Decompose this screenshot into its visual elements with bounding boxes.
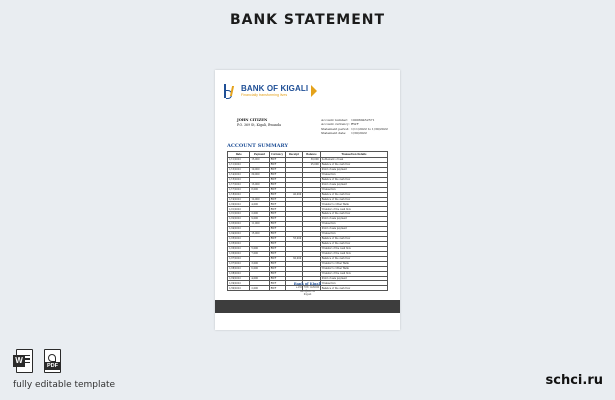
table-cell: 1/24/2022: [228, 232, 250, 237]
table-cell: Balance of the cash flow: [320, 177, 387, 182]
table-cell: 1/11/2022: [228, 158, 250, 163]
table-cell: Transaction: [320, 187, 387, 192]
account-detail-row: [321, 131, 388, 135]
transactions-body: [228, 158, 388, 291]
table-cell: 30,000: [303, 158, 321, 163]
table-cell: RWF: [269, 251, 285, 256]
table-cell: RWF: [269, 237, 285, 242]
table-cell: 15,000: [250, 158, 269, 163]
chevron-right-icon: [311, 85, 317, 97]
table-cell: Balance of the cash flow: [320, 212, 387, 217]
account-detail-label: Account currency:: [321, 122, 350, 127]
account-detail-value: RWF: [351, 122, 359, 127]
column-header: Currency: [269, 152, 285, 158]
table-cell: 55,000: [285, 237, 303, 242]
table-cell: RWF: [269, 158, 285, 163]
table-cell: RWF: [269, 256, 285, 261]
table-cell: RWF: [269, 222, 285, 227]
account-details: [321, 118, 388, 136]
table-cell: 8,000: [250, 187, 269, 192]
table-cell: RWF: [269, 246, 285, 251]
table-cell: Balance of the cash flow: [320, 162, 387, 167]
table-cell: 4,000: [250, 202, 269, 207]
table-cell: Point of sale payment: [320, 276, 387, 281]
table-cell: RWF: [269, 167, 285, 172]
column-header: Balance: [303, 152, 321, 158]
table-cell: 1/25/2022: [228, 241, 250, 246]
table-cell: 60,000: [285, 256, 303, 261]
table-cell: 1/30/2022: [228, 286, 250, 291]
table-cell: 1/17/2022: [228, 187, 250, 192]
word-badge: W: [13, 355, 25, 367]
table-cell: 1/18/2022: [228, 192, 250, 197]
table-cell: 1/21/2022: [228, 212, 250, 217]
transactions-table: [227, 151, 388, 291]
table-cell: 5,000: [250, 246, 269, 251]
table-cell: 1/19/2022: [228, 197, 250, 202]
table-cell: 1/28/2022: [228, 271, 250, 276]
table-cell: RWF: [269, 286, 285, 291]
statement-footer: [215, 282, 400, 297]
table-cell: 12,000: [250, 197, 269, 202]
column-header: Transaction Details: [320, 152, 387, 158]
account-detail-value: 1/11/2022 to 1/30/2022: [351, 126, 388, 131]
table-cell: Transfer of the cash flow: [320, 271, 387, 276]
table-cell: Balance of the cash flow: [320, 192, 387, 197]
account-detail-label: Statement date:: [321, 131, 347, 136]
page-title: BANK STATEMENT: [229, 12, 386, 28]
table-cell: RWF: [269, 227, 285, 232]
table-cell: 13,000: [250, 182, 269, 187]
table-cell: 1/26/2022: [228, 251, 250, 256]
table-cell: 40,000: [285, 192, 303, 197]
table-cell: 9,000: [250, 217, 269, 222]
table-cell: RWF: [269, 276, 285, 281]
table-cell: 1/11/2022: [228, 162, 250, 167]
table-cell: Point of sale payment: [320, 182, 387, 187]
bk-logo-icon: [223, 83, 238, 99]
table-cell: Point of sale payment: [320, 217, 387, 222]
table-cell: RWF: [269, 177, 285, 182]
table-cell: 11,000: [250, 222, 269, 227]
table-cell: 1/13/2022: [228, 167, 250, 172]
table-cell: 15,000: [250, 232, 269, 237]
summary-title: ACCOUNT SUMMARY: [227, 143, 289, 149]
table-cell: 1/22/2022: [228, 217, 250, 222]
table-cell: RWF: [269, 217, 285, 222]
table-cell: 4,000: [250, 276, 269, 281]
table-cell: 1/23/2022: [228, 222, 250, 227]
table-cell: 1/26/2022: [228, 246, 250, 251]
table-cell: Transfer of the cash flow: [320, 246, 387, 251]
table-cell: 1/17/2022: [228, 182, 250, 187]
footer-band: [215, 300, 400, 313]
table-cell: Settlement of loan: [320, 158, 387, 163]
pdf-file-icon: [41, 349, 61, 373]
table-cell: RWF: [269, 187, 285, 192]
table-cell: Transfer to Other Bank: [320, 261, 387, 266]
table-cell: RWF: [269, 212, 285, 217]
table-cell: RWF: [269, 192, 285, 197]
table-cell: Balance of the cash flow: [320, 286, 387, 291]
table-cell: 10,000: [250, 167, 269, 172]
table-cell: Transaction: [320, 281, 387, 286]
brand-label: schci.ru: [545, 373, 603, 388]
bank-name: BANK OF KIGALI: [241, 83, 309, 93]
table-cell: 1/27/2022: [228, 261, 250, 266]
table-cell: RWF: [269, 202, 285, 207]
table-cell: RWF: [269, 271, 285, 276]
table-cell: 1/29/2022: [228, 281, 250, 286]
table-cell: RWF: [269, 241, 285, 246]
table-cell: 1/27/2022: [228, 256, 250, 261]
pdf-badge: PDF: [44, 362, 61, 370]
table-cell: Transfer of the cash flow: [320, 207, 387, 212]
table-cell: 25,000: [303, 162, 321, 167]
account-detail-label: Account number:: [321, 118, 349, 122]
column-header: Receipt: [285, 152, 303, 158]
table-cell: Point of sale payment: [320, 227, 387, 232]
table-cell: 1/14/2022: [228, 172, 250, 177]
footer-line: +250 788 143000: [295, 286, 320, 290]
table-cell: 2,000: [250, 212, 269, 217]
table-cell: 1/25/2022: [228, 237, 250, 242]
column-header: Date: [228, 152, 250, 158]
table-cell: 3,000: [250, 261, 269, 266]
table-cell: Transaction: [320, 172, 387, 177]
table-cell: RWF: [269, 162, 285, 167]
table-cell: 1/29/2022: [228, 276, 250, 281]
table-cell: Balance of the cash flow: [320, 241, 387, 246]
footer-line: Kigali: [303, 293, 312, 297]
table-cell: 1/21/2022: [228, 207, 250, 212]
table-cell: Transfer to Other Bank: [320, 202, 387, 207]
customer-address: P.O. 369 St, Kigali, Rwanda: [237, 122, 281, 127]
table-cell: RWF: [269, 266, 285, 271]
footer-line: info@bk.rw: [299, 289, 316, 293]
table-cell: Balance of the cash flow: [320, 256, 387, 261]
table-cell: 1/24/2022: [228, 227, 250, 232]
table-cell: 1/20/2022: [228, 202, 250, 207]
format-icons: [13, 349, 61, 373]
bank-tagline: Financially transforming lives: [241, 92, 288, 97]
table-cell: 1/15/2022: [228, 177, 250, 182]
statement-document: [215, 70, 400, 330]
footer-title: Bank of Kigali: [293, 282, 322, 286]
table-cell: 30,000: [250, 172, 269, 177]
account-detail-value: 1/30/2022: [351, 131, 367, 136]
table-cell: 7,000: [250, 251, 269, 256]
table-cell: Balance of the cash flow: [320, 237, 387, 242]
editable-caption: fully editable template: [13, 380, 116, 390]
table-cell: RWF: [269, 172, 285, 177]
table-cell: RWF: [269, 207, 285, 212]
table-cell: RWF: [269, 232, 285, 237]
account-detail-label: Statement period:: [321, 126, 350, 131]
table-cell: Balance of the cash flow: [320, 197, 387, 202]
table-cell: Transaction: [320, 232, 387, 237]
table-cell: RWF: [269, 261, 285, 266]
column-header: Payment: [250, 152, 269, 158]
table-cell: RWF: [269, 281, 285, 286]
table-cell: 2,000: [250, 286, 269, 291]
table-cell: Point of sale payment: [320, 167, 387, 172]
word-file-icon: [13, 349, 33, 373]
customer-block: [237, 118, 281, 127]
bank-logo: [223, 83, 317, 99]
table-cell: Transfer of the cash flow: [320, 251, 387, 256]
table-cell: 1/28/2022: [228, 266, 250, 271]
table-cell: RWF: [269, 197, 285, 202]
table-cell: RWF: [269, 182, 285, 187]
table-cell: Transfer to Other Bank: [320, 266, 387, 271]
account-detail-value: 100069452571: [351, 118, 375, 122]
customer-name: JOHN CITIZEN: [237, 118, 268, 122]
table-cell: Transaction: [320, 222, 387, 227]
table-cell: 6,000: [250, 266, 269, 271]
